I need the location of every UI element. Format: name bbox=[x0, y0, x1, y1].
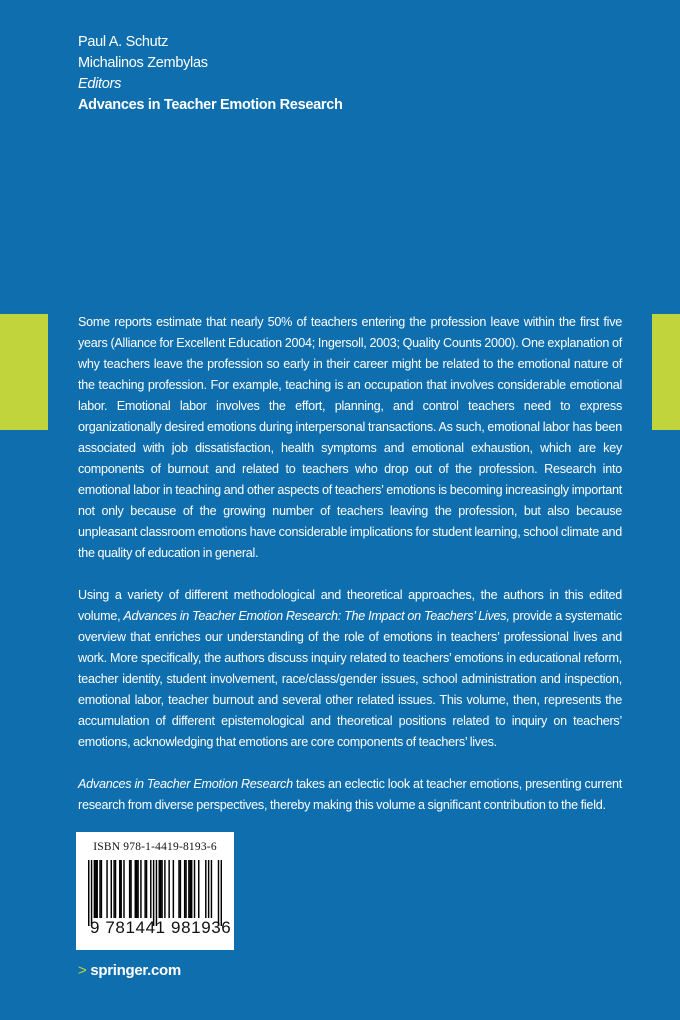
isbn-barcode-box bbox=[76, 832, 234, 950]
barcode-bar bbox=[159, 860, 160, 918]
barcode-bar bbox=[153, 860, 154, 926]
barcode-bar bbox=[137, 860, 138, 918]
barcode-bar bbox=[211, 860, 212, 918]
editor-name: Michalinos Zembylas bbox=[78, 55, 208, 71]
barcode-bar bbox=[91, 860, 92, 926]
blurb-paragraph: Some reports estimate that nearly 50% of teachers entering the profession leave within the first five years (Alliance for Excellent Education 2004; Ingersoll, 2003; Quality Counts 2000). One explanation of why teachers leave the profession so early in their career might be related to the emotional nature of the teaching profession. For example, teaching is an occupation that involves considerable emotional labor. Emotional labor involves the effort, planning, and control teachers need to express organizationally desired emotions during interpersonal transactions. As such, emotional labor has been associated with job dissatisfaction, health symptoms and emotional exhaustion, which are key components of burnout and related to teachers who drop out of the profession. Research into emotional labor in teaching and other aspects of teachers’ emotions is becoming increasingly important not only because of the growing number of teachers leaving the profession, but also because unpleasant classroom emotions have considerable implications for student learning, school climate and the quality of education in general. bbox=[78, 315, 622, 560]
barcode-bar bbox=[161, 860, 162, 918]
barcode-bar bbox=[194, 860, 195, 918]
springer-link[interactable] bbox=[78, 962, 181, 979]
barcode-bar bbox=[130, 860, 131, 918]
barcode-bar bbox=[129, 860, 130, 918]
barcode-bar bbox=[115, 860, 116, 918]
barcode-bar bbox=[99, 860, 100, 918]
barcode-bar bbox=[156, 860, 157, 926]
barcode-bar bbox=[146, 860, 147, 918]
barcode-bar bbox=[178, 860, 179, 918]
cover-header bbox=[78, 32, 343, 116]
barcode-bar bbox=[190, 860, 191, 918]
barcode-bar bbox=[198, 860, 199, 918]
barcode-bar bbox=[123, 860, 124, 918]
accent-bar-right bbox=[652, 314, 680, 430]
text: provide a systematic overview that enriches our understanding of the role of emotions in teachers’ professional lives and work. More specifically, the authors discuss inquiry related to teachers’ emotions in educational reform, teacher identity, student involvement, race/class/gender issues, school administration and inspection, emotional labor, teacher burnout and several other related issues. This volume, then, represents the accumulation of different epistemological and theoretical positions related to inquiry on teachers’ emotions, acknowledging that emotions are core components of teachers’ lives. bbox=[78, 609, 622, 749]
barcode-bar bbox=[208, 860, 209, 918]
book-title: Advances in Teacher Emotion Research bbox=[78, 97, 343, 113]
barcode-bar bbox=[111, 860, 112, 918]
barcode-bar bbox=[160, 860, 161, 918]
barcode-bar bbox=[185, 860, 186, 918]
site-text: springer.com bbox=[90, 962, 181, 979]
barcode-bar bbox=[144, 860, 145, 918]
accent-bar-left bbox=[0, 314, 48, 430]
barcode-bar bbox=[150, 860, 151, 918]
barcode-bar bbox=[173, 860, 174, 918]
blurb bbox=[78, 312, 622, 837]
book-title-italic: Advances in Teacher Emotion Research: The Impact on Teachers’ Lives, bbox=[123, 609, 510, 623]
barcode-bar bbox=[135, 860, 136, 918]
text: takes an eclectic look at teacher emotions, presenting current research from diverse perspectives, thereby making this volume a significant contribution to the field. bbox=[78, 777, 622, 812]
barcode-bar bbox=[140, 860, 141, 918]
barcode-bar bbox=[218, 860, 219, 926]
barcode-bar bbox=[221, 860, 222, 926]
barcode-bar bbox=[120, 860, 121, 918]
barcode-bar bbox=[164, 860, 165, 918]
blurb-paragraph bbox=[78, 585, 622, 753]
barcode-bar bbox=[168, 860, 169, 918]
barcode-bar bbox=[88, 860, 89, 926]
barcode-bar bbox=[188, 860, 189, 918]
barcode-bar bbox=[184, 860, 185, 918]
barcode-bar bbox=[95, 860, 96, 918]
barcode-bar bbox=[96, 860, 97, 918]
barcode-bar bbox=[94, 860, 95, 918]
text: Using a variety of different methodological and theoretical approaches, the authors in this edited volume, bbox=[78, 588, 622, 623]
barcode-bar bbox=[113, 860, 114, 918]
barcode bbox=[88, 860, 222, 926]
barcode-bar bbox=[136, 860, 137, 918]
barcode-bar bbox=[101, 860, 102, 918]
book-title-italic: Advances in Teacher Emotion Research bbox=[78, 777, 293, 791]
editors-label: Editors bbox=[78, 76, 122, 92]
barcode-bar bbox=[106, 860, 107, 918]
barcode-digits: 9 781441 981936 bbox=[90, 918, 232, 937]
barcode-bar bbox=[191, 860, 192, 918]
isbn-label: ISBN 978-1-4419-8193-6 bbox=[93, 841, 217, 853]
barcode-bar bbox=[205, 860, 206, 918]
barcode-bar bbox=[119, 860, 120, 918]
arrow-icon: > bbox=[78, 962, 87, 979]
barcode-bar bbox=[180, 860, 181, 918]
editor-name: Paul A. Schutz bbox=[78, 34, 169, 50]
blurb-paragraph bbox=[78, 774, 622, 816]
